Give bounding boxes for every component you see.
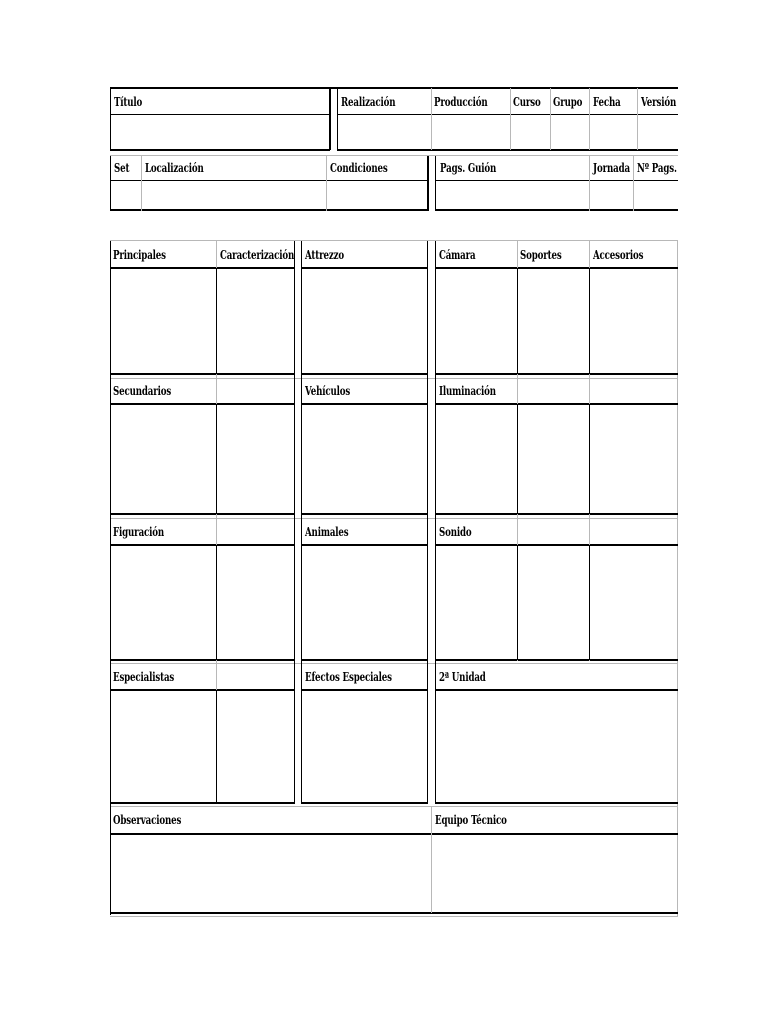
label-grupo: Grupo — [553, 95, 583, 109]
fecha-field[interactable] — [591, 116, 636, 148]
rule — [427, 241, 428, 803]
segunda-unidad-box[interactable] — [436, 691, 677, 802]
rule — [435, 156, 436, 211]
label-attrezzo: Attrezzo — [305, 248, 345, 262]
rule — [141, 156, 142, 211]
rule — [294, 241, 295, 803]
rule — [110, 114, 330, 115]
label-fecha: Fecha — [593, 95, 621, 109]
rule — [435, 209, 678, 211]
rule — [337, 114, 678, 115]
label-vehiculos: Vehículos — [305, 384, 351, 398]
label-especialistas: Especialistas — [113, 670, 175, 684]
rule — [110, 209, 428, 211]
observaciones-box[interactable] — [111, 835, 431, 912]
rule — [110, 378, 678, 379]
grupo-field[interactable] — [552, 116, 588, 148]
equipo-tecnico-box[interactable] — [432, 835, 677, 912]
accesorios-box[interactable] — [590, 269, 677, 373]
caracterizacion-principales-box[interactable] — [217, 269, 294, 373]
secundarios-box[interactable] — [111, 405, 216, 513]
rule — [110, 912, 678, 914]
rule — [427, 156, 429, 211]
rule — [110, 240, 678, 241]
rule — [110, 659, 295, 661]
rule — [326, 156, 327, 211]
rule — [337, 88, 338, 150]
label-figuracion: Figuración — [113, 525, 165, 539]
label-sonido: Sonido — [439, 525, 472, 539]
label-pags-guion: Pags. Guión — [440, 161, 497, 175]
condiciones-field[interactable] — [328, 182, 426, 208]
rule — [110, 663, 678, 664]
rule — [110, 518, 678, 519]
rule — [337, 149, 678, 151]
caracterizacion-especialistas-box[interactable] — [217, 691, 294, 802]
rule — [637, 88, 638, 150]
efectos-especiales-box[interactable] — [302, 691, 427, 802]
label-n-pags: Nº Pags. — [637, 161, 677, 175]
label-localizacion: Localización — [145, 161, 204, 175]
caracterizacion-secundarios-box[interactable] — [217, 405, 294, 513]
rule — [301, 802, 428, 804]
rule — [435, 180, 678, 181]
rule — [633, 156, 634, 211]
version-field[interactable] — [639, 116, 677, 148]
rule — [110, 155, 678, 156]
label-efectos-especiales: Efectos Especiales — [305, 670, 392, 684]
label-condiciones: Condiciones — [330, 161, 388, 175]
produccion-field[interactable] — [433, 116, 509, 148]
rule — [435, 513, 678, 515]
vehiculos-box[interactable] — [302, 405, 427, 513]
label-animales: Animales — [305, 525, 349, 539]
curso-field[interactable] — [512, 116, 549, 148]
rule — [677, 240, 678, 916]
especialistas-box[interactable] — [111, 691, 216, 802]
label-accesorios: Accesorios — [593, 248, 644, 262]
label-jornada: Jornada — [593, 161, 630, 175]
camara-box[interactable] — [436, 269, 517, 373]
rule — [510, 88, 511, 150]
label-segunda-unidad: 2ª Unidad — [439, 670, 486, 684]
label-caracterizacion: Caracterización — [220, 248, 295, 262]
rule — [110, 373, 295, 375]
rule — [589, 88, 590, 150]
realizacion-field[interactable] — [339, 116, 430, 148]
label-iluminacion: Iluminación — [439, 384, 496, 398]
rule — [110, 87, 678, 89]
attrezzo-box[interactable] — [302, 269, 427, 373]
jornada-field[interactable] — [591, 182, 632, 208]
rule — [431, 88, 432, 150]
pags-guion-field[interactable] — [437, 182, 588, 208]
rule — [435, 802, 678, 804]
iluminacion-box[interactable] — [436, 405, 677, 513]
label-curso: Curso — [513, 95, 541, 109]
rule — [301, 373, 428, 375]
animales-box[interactable] — [302, 546, 427, 659]
rule — [110, 806, 678, 807]
set-field[interactable] — [112, 182, 140, 208]
label-camara: Cámara — [439, 248, 476, 262]
label-secundarios: Secundarios — [113, 384, 172, 398]
label-titulo: Título — [114, 95, 143, 109]
label-produccion: Producción — [434, 95, 488, 109]
label-equipo-tecnico: Equipo Técnico — [435, 813, 507, 827]
rule — [110, 180, 428, 181]
rule — [110, 88, 111, 150]
label-version: Versión — [641, 95, 677, 109]
label-set: Set — [114, 161, 130, 175]
caracterizacion-figuracion-box[interactable] — [217, 546, 294, 659]
rule — [301, 513, 428, 515]
rule — [110, 802, 295, 804]
label-observaciones: Observaciones — [113, 813, 182, 827]
principales-box[interactable] — [111, 269, 216, 373]
label-soportes: Soportes — [520, 248, 562, 262]
label-principales: Principales — [113, 248, 166, 262]
titulo-field[interactable] — [112, 116, 328, 148]
localizacion-field[interactable] — [143, 182, 325, 208]
rule — [589, 156, 590, 211]
rule — [110, 156, 111, 211]
rule — [110, 149, 330, 151]
label-realizacion: Realización — [341, 95, 396, 109]
rule — [110, 916, 678, 917]
figuracion-box[interactable] — [111, 546, 216, 659]
rule — [435, 373, 678, 375]
rule — [329, 88, 331, 150]
rule — [301, 659, 428, 661]
sonido-box[interactable] — [436, 546, 677, 659]
rule — [435, 659, 678, 661]
soportes-box[interactable] — [518, 269, 589, 373]
rule — [550, 88, 551, 150]
n-pags-field[interactable] — [635, 182, 677, 208]
rule — [110, 513, 295, 515]
